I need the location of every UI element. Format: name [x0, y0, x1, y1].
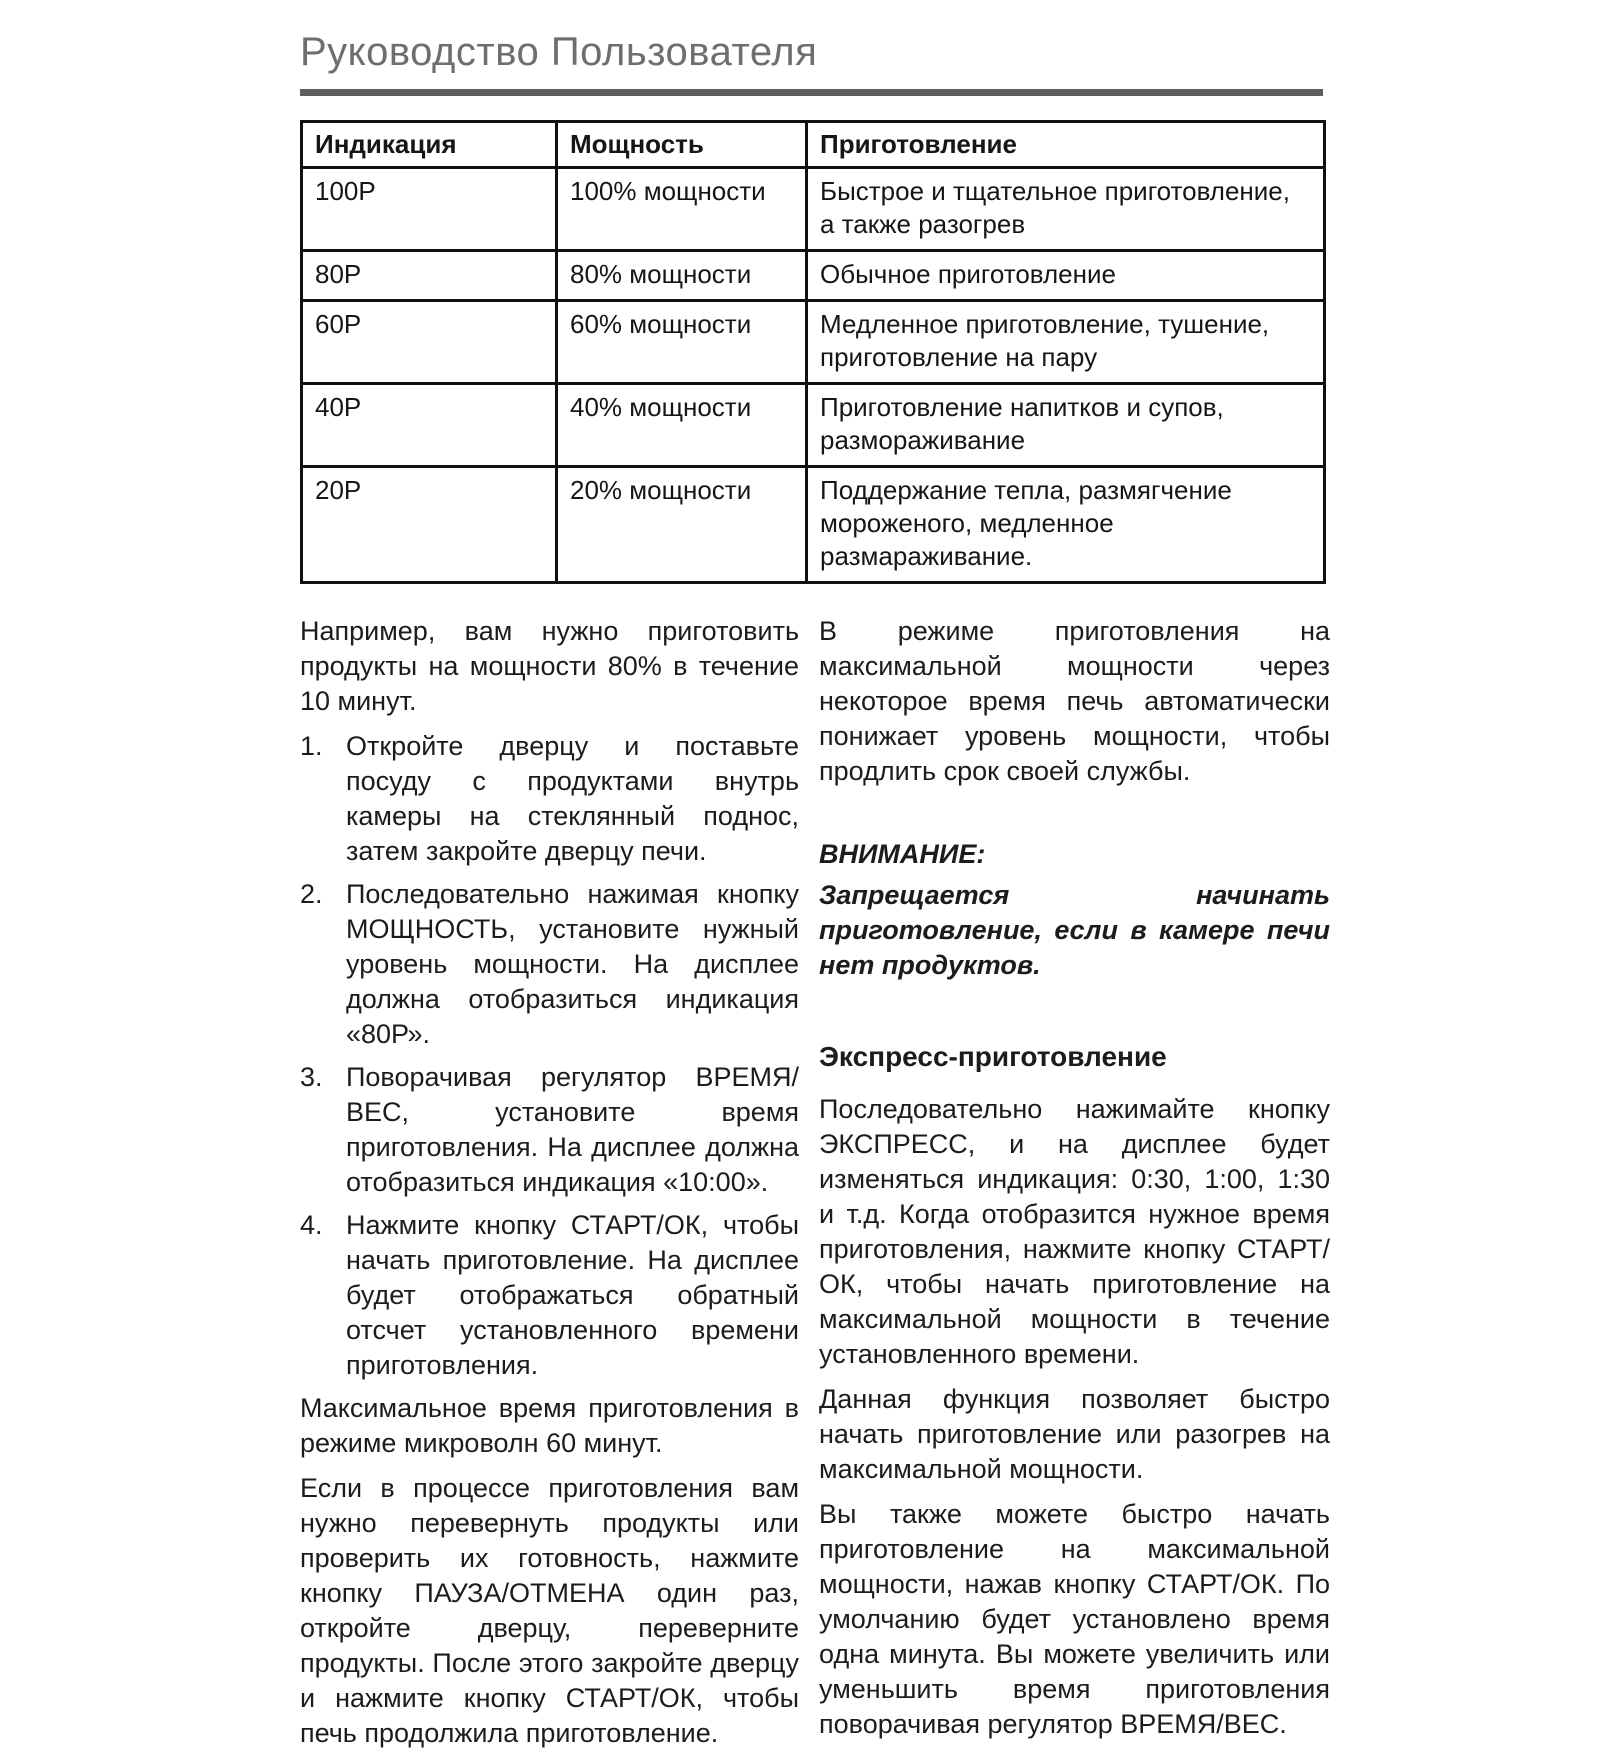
header-indication: Индикация — [302, 122, 557, 168]
step-number: 2. — [300, 879, 323, 909]
step-text: Нажмите кнопку СТАРТ/ОК, чтобы начать приготовление. На дисплее будет отображаться обратный отсчет установленного времени приготовления. — [346, 1210, 800, 1380]
right-column — [819, 614, 1330, 1761]
warning-text: Запрещается начинать приготовление, если в камере печи нет продуктов. — [819, 880, 1330, 980]
express-cooking-heading: Экспресс-приготовление — [819, 1041, 1167, 1072]
max-time-paragraph: Максимальное время приготовления в режиме микроволн 60 минут. — [300, 1393, 800, 1458]
step-number: 3. — [300, 1062, 323, 1092]
cell-power: 100% мощности — [557, 168, 807, 251]
cell-cooking: Медленное приготовление, тушение, приготовление на пару — [807, 301, 1325, 384]
auto-power-paragraph: В режиме приготовления на максимальной мощности через некоторое время печь автоматически понижает уровень мощности, чтобы продлить срок своей службы. — [819, 616, 1330, 786]
table-row — [302, 384, 1325, 467]
step-number: 4. — [300, 1210, 323, 1240]
cell-cooking: Обычное приготовление — [807, 251, 1325, 301]
manual-page — [300, 30, 1330, 1761]
table-row — [302, 168, 1325, 251]
page-title: Руководство Пользователя — [300, 30, 818, 74]
step-text: Последовательно нажимая кнопку МОЩНОСТЬ, установите нужный уровень мощности. На дисплее должна отобразиться индикация «80Р». — [346, 879, 800, 1049]
numbered-step — [300, 1060, 799, 1200]
cell-indication: 100Р — [302, 168, 557, 251]
two-column-text — [300, 614, 1330, 1761]
step-text: Поворачивая регулятор ВРЕМЯ/ВЕС, установите время приготовления. На дисплее должна отобразиться индикация «10:00». — [346, 1062, 800, 1197]
table-header-row — [302, 122, 1325, 168]
cell-power: 60% мощности — [557, 301, 807, 384]
express-paragraph-2: Данная функция позволяет быстро начать приготовление или разогрев на максимальной мощности. — [819, 1384, 1330, 1484]
step-text: Откройте дверцу и поставьте посуду с продуктами внутрь камеры на стеклянный поднос, затем закройте дверцу печи. — [346, 731, 800, 866]
step-number: 1. — [300, 731, 323, 761]
cell-power: 40% мощности — [557, 384, 807, 467]
power-levels-table — [300, 120, 1326, 584]
cell-cooking: Быстрое и тщательное приготовление, а также разогрев — [807, 168, 1325, 251]
warning-title: ВНИМАНИЕ: — [819, 839, 986, 869]
cell-cooking: Поддержание тепла, размягчение мороженого, медленное размараживание. — [807, 467, 1325, 583]
express-paragraph-3: Вы также можете быстро начать приготовление на максимальной мощности, нажав кнопку СТАРТ/ОК. По умолчанию будет установлено время одна минута. Вы можете увеличить или уменьшить время приготовления поворачивая регулятор ВРЕМЯ/ВЕС. — [819, 1499, 1330, 1739]
cell-indication: 60Р — [302, 301, 557, 384]
header-power: Мощность — [557, 122, 807, 168]
numbered-step — [300, 877, 799, 1052]
cell-cooking: Приготовление напитков и супов, размораживание — [807, 384, 1325, 467]
left-column — [300, 614, 799, 1761]
cell-indication: 80Р — [302, 251, 557, 301]
title-underline-rule — [300, 89, 1323, 96]
intro-paragraph: Например, вам нужно приготовить продукты на мощности 80% в течение 10 минут. — [300, 616, 800, 716]
express-paragraph-1: Последовательно нажимайте кнопку ЭКСПРЕСС, и на дисплее будет изменяться индикация: 0:30, 1:00, 1:30 и т.д. Когда отобразится нужное время приготовления, нажмите кнопку СТАРТ/ОК, чтобы начать приготовление на максимальной мощности в течение установленного времени. — [819, 1094, 1330, 1369]
cell-power: 80% мощности — [557, 251, 807, 301]
pause-paragraph: Если в процессе приготовления вам нужно перевернуть продукты или проверить их готовность, нажмите кнопку ПАУЗА/ОТМЕНА один раз, откройте дверцу, переверните продукты. После этого закройте дверцу и нажмите кнопку СТАРТ/ОК, чтобы печь продолжила приготовление. — [300, 1473, 800, 1748]
cell-indication: 40Р — [302, 384, 557, 467]
cell-indication: 20Р — [302, 467, 557, 583]
header-cooking: Приготовление — [807, 122, 1325, 168]
table-row — [302, 251, 1325, 301]
numbered-step — [300, 1208, 799, 1383]
table-row — [302, 301, 1325, 384]
numbered-step — [300, 729, 799, 869]
table-row — [302, 467, 1325, 583]
cell-power: 20% мощности — [557, 467, 807, 583]
